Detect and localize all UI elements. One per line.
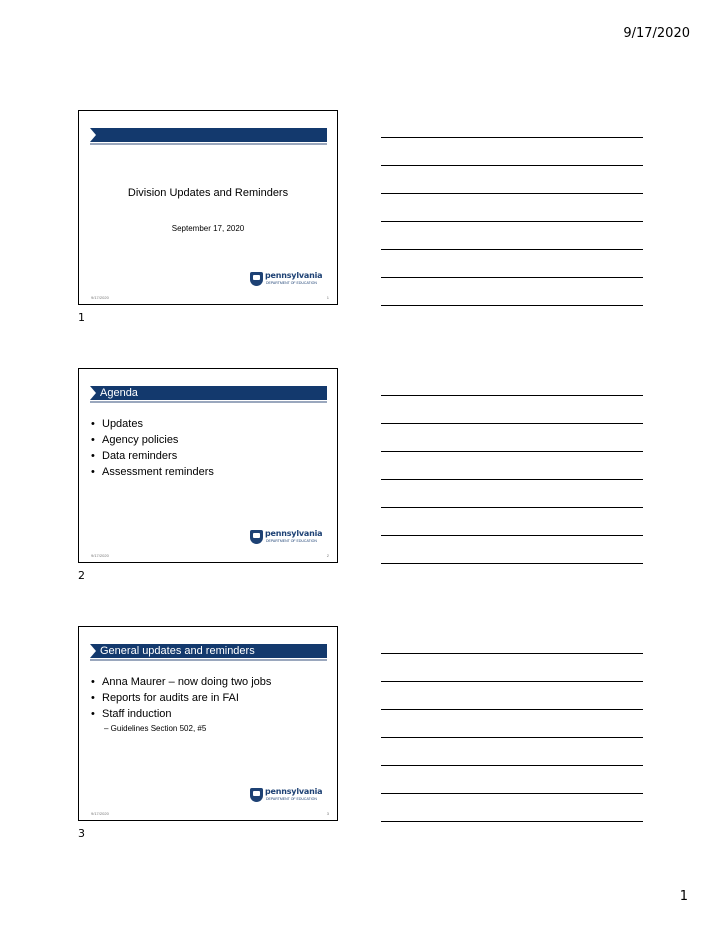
keystone-shield-icon xyxy=(250,272,263,286)
slide-footer-date: 9/17/2020 xyxy=(91,811,109,816)
slide-subtitle: September 17, 2020 xyxy=(171,224,245,233)
pennsylvania-logo: pennsylvania DEPARTMENT OF EDUCATION xyxy=(250,787,328,804)
slide-banner xyxy=(90,386,327,400)
pennsylvania-logo: pennsylvania DEPARTMENT OF EDUCATION xyxy=(250,271,328,288)
slide-2-thumbnail xyxy=(78,368,338,563)
slide-1-thumbnail xyxy=(78,110,338,305)
list-item: • Staff induction xyxy=(91,706,271,722)
pennsylvania-logo: pennsylvania DEPARTMENT OF EDUCATION xyxy=(250,529,328,546)
slide-3-thumbnail xyxy=(78,626,338,821)
slide-banner-stripe xyxy=(90,143,327,145)
slide-bullet-list xyxy=(91,674,271,722)
slide-2-label: 2 xyxy=(78,569,85,582)
list-item: • Reports for audits are in FAI xyxy=(91,690,271,706)
slide-bullet-list xyxy=(91,416,214,480)
list-item: • Updates xyxy=(91,416,214,432)
header-date: 9/17/2020 xyxy=(623,26,690,41)
slide-banner xyxy=(90,644,327,658)
slide-heading: Agenda xyxy=(100,387,138,399)
slide-banner xyxy=(90,128,327,142)
slide-banner-stripe xyxy=(90,401,327,403)
slide-banner-stripe xyxy=(90,659,327,661)
list-item: • Agency policies xyxy=(91,432,214,448)
slide-footer-number: 2 xyxy=(326,553,329,558)
slide-heading: General updates and reminders xyxy=(100,645,255,657)
slide-footer-number: 3 xyxy=(326,811,329,816)
list-sub-item: – Guidelines Section 502, #5 xyxy=(104,724,207,733)
list-item: • Anna Maurer – now doing two jobs xyxy=(91,674,271,690)
slide-1-label: 1 xyxy=(78,311,85,324)
page-number: 1 xyxy=(679,889,688,904)
slide-title: Division Updates and Reminders xyxy=(127,187,289,199)
slide-footer-date: 9/17/2020 xyxy=(91,553,109,558)
slide-footer-date: 9/17/2020 xyxy=(91,295,109,300)
keystone-shield-icon xyxy=(250,530,263,544)
list-item: • Data reminders xyxy=(91,448,214,464)
slide-3-label: 3 xyxy=(78,827,85,840)
keystone-shield-icon xyxy=(250,788,263,802)
list-item: • Assessment reminders xyxy=(91,464,214,480)
slide-footer-number: 1 xyxy=(326,295,329,300)
